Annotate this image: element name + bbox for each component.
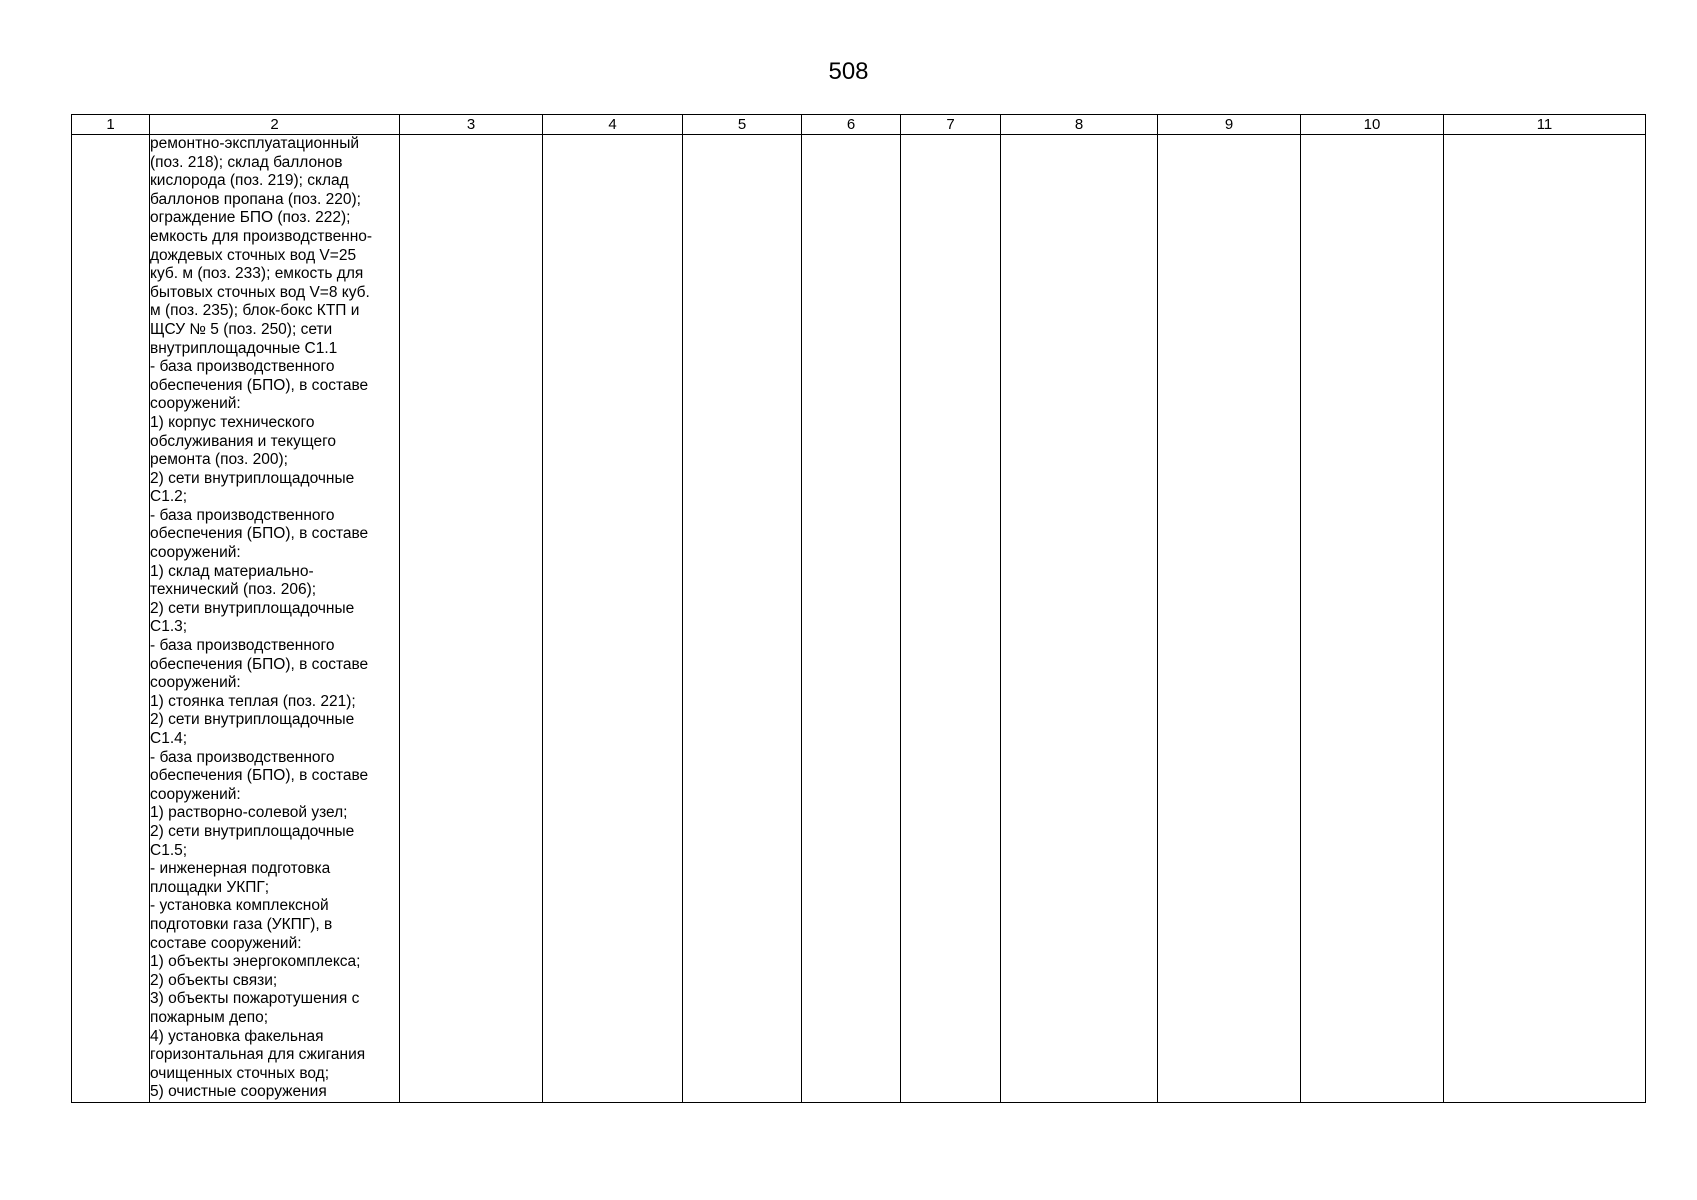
page-number: 508: [828, 58, 869, 85]
cell-col-10: [1301, 135, 1444, 1103]
text-line: баллонов пропана (поз. 220);: [150, 190, 361, 208]
text-line: С1.3;: [150, 618, 188, 636]
text-line: 1) корпус технического: [150, 413, 315, 431]
text-line: дождевых сточных вод V=25: [150, 246, 357, 264]
column-header-11: 11: [1444, 115, 1646, 135]
text-line: 3) объекты пожаротушения с: [150, 990, 360, 1008]
column-header-8: 8: [1001, 115, 1158, 135]
column-header-5: 5: [683, 115, 802, 135]
text-line: С1.5;: [150, 841, 188, 859]
text-line: подготовки газа (УКПГ), в: [150, 915, 333, 933]
column-header-10: 10: [1301, 115, 1444, 135]
text-line: сооружений:: [150, 544, 241, 562]
text-line: ЩСУ № 5 (поз. 250); сети: [150, 320, 333, 338]
text-line: емкость для производственно-: [150, 227, 373, 245]
text-line: обслуживания и текущего: [150, 432, 337, 450]
text-line: 1) растворно-солевой узел;: [150, 804, 348, 822]
text-line: ремонтно-эксплуатационный: [150, 135, 360, 152]
text-line: обеспечения (БПО), в составе: [150, 376, 369, 394]
text-line: очищенных сточных вод;: [150, 1064, 330, 1082]
text-line: - база производственного: [150, 748, 335, 766]
text-line: - установка комплексной: [150, 897, 329, 915]
cell-col-8: [1001, 135, 1158, 1103]
text-line: обеспечения (БПО), в составе: [150, 767, 369, 785]
cell-col-5: [683, 135, 802, 1103]
column-header-6: 6: [802, 115, 901, 135]
text-line: - инженерная подготовка: [150, 860, 331, 878]
column-header-1: 1: [72, 115, 150, 135]
text-line: 2) сети внутриплощадочные: [150, 469, 355, 487]
cell-col-3: [400, 135, 543, 1103]
text-line: 1) стоянка теплая (поз. 221);: [150, 692, 356, 710]
text-line: 1) склад материально-: [150, 562, 314, 580]
text-line: обеспечения (БПО), в составе: [150, 525, 369, 543]
text-line: - база производственного: [150, 637, 335, 655]
cell-col-2: [150, 135, 400, 1103]
text-line: м (поз. 235); блок-бокс КТП и: [150, 302, 360, 320]
text-line: 2) сети внутриплощадочные: [150, 711, 355, 729]
cell-col-7: [901, 135, 1001, 1103]
text-line: 4) установка факельная: [150, 1027, 324, 1045]
column-header-3: 3: [400, 115, 543, 135]
header-row: [72, 115, 1646, 135]
text-line: - база производственного: [150, 358, 335, 376]
text-line: бытовых сточных вод V=8 куб.: [150, 283, 370, 301]
text-line: С1.2;: [150, 488, 188, 506]
text-line: 2) сети внутриплощадочные: [150, 822, 355, 840]
text-line: сооружений:: [150, 785, 241, 803]
column-header-7: 7: [901, 115, 1001, 135]
text-line: ремонта (поз. 200);: [150, 451, 288, 469]
cell-col-4: [543, 135, 683, 1103]
text-line: горизонтальная для сжигания: [150, 1046, 366, 1064]
text-line: пожарным депо;: [150, 1008, 269, 1026]
cell-col-1: [72, 135, 150, 1103]
text-line: 2) объекты связи;: [150, 971, 278, 989]
text-line: куб. м (поз. 233); емкость для: [150, 265, 364, 283]
cell-col-6: [802, 135, 901, 1103]
text-line: 1) объекты энергокомплекса;: [150, 953, 361, 971]
description-text: [150, 135, 399, 1102]
text-line: обеспечения (БПО), в составе: [150, 655, 369, 673]
text-line: внутриплощадочные С1.1: [150, 339, 338, 357]
text-line: сооружений:: [150, 395, 241, 413]
column-header-9: 9: [1158, 115, 1301, 135]
text-line: 2) сети внутриплощадочные: [150, 599, 355, 617]
text-line: технический (поз. 206);: [150, 581, 317, 599]
text-line: площадки УКПГ;: [150, 878, 270, 896]
cell-col-11: [1444, 135, 1646, 1103]
text-line: составе сооружений:: [150, 934, 302, 952]
table-row: [72, 135, 1646, 1103]
text-line: С1.4;: [150, 730, 188, 747]
text-line: ограждение БПО (поз. 222);: [150, 209, 351, 227]
text-line: (поз. 218); склад баллонов: [150, 153, 343, 171]
column-header-4: 4: [543, 115, 683, 135]
text-line: 5) очистные сооружения: [150, 1083, 327, 1101]
text-line: сооружений:: [150, 674, 241, 692]
text-line: кислорода (поз. 219); склад: [150, 172, 349, 190]
cell-col-9: [1158, 135, 1301, 1103]
text-line: - база производственного: [150, 506, 335, 524]
column-header-2: 2: [150, 115, 400, 135]
data-table: [71, 114, 1646, 1103]
